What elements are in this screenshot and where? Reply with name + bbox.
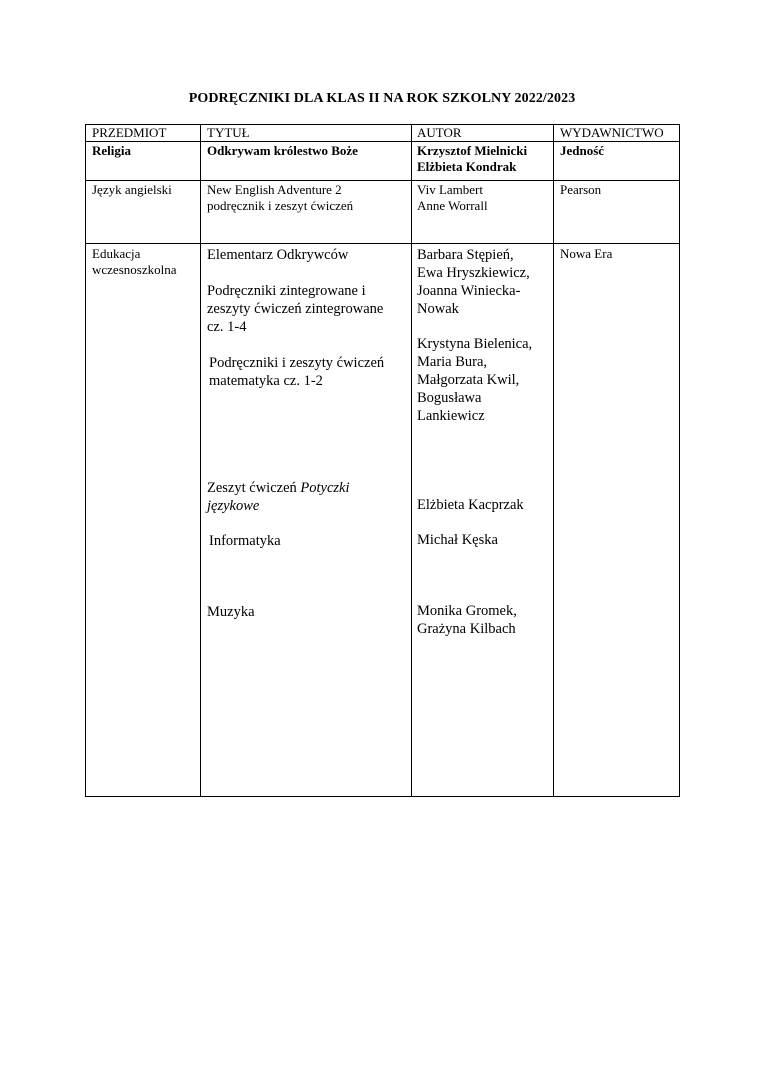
row-divider [86, 180, 679, 181]
author-potyczki: Elżbieta Kacprzak [417, 497, 524, 513]
textbook-table [85, 124, 680, 797]
title-potyczki-prefix: Zeszyt ćwiczeń [207, 480, 301, 496]
column-divider [411, 125, 412, 796]
cell-publisher-angielski: Pearson [560, 182, 602, 197]
author-elementarz: Barbara Stępień, Ewa Hryszkiewicz, Joanna Winiecka- Nowak [417, 247, 530, 317]
column-divider [200, 125, 201, 796]
author-informatyka: Michał Kęska [417, 532, 498, 548]
title-potyczki-italic-2: językowe [207, 498, 260, 514]
cell-subject-religia: Religia [92, 143, 131, 158]
column-divider [553, 125, 554, 796]
cell-subject-angielski: Język angielski [92, 182, 172, 197]
page-title: PODRĘCZNIKI DLA KLAS II NA ROK SZKOLNY 2022/2023 [188, 91, 576, 106]
cell-author-angielski: Viv Lambert Anne Worrall [417, 182, 488, 213]
title-potyczki [207, 479, 350, 515]
cell-title-angielski: New English Adventure 2 podręcznik i zeszyt ćwiczeń [207, 182, 354, 213]
cell-title-religia: Odkrywam królestwo Boże [207, 143, 358, 158]
cell-author-religia: Krzysztof Mielnicki Elżbieta Kondrak [417, 143, 528, 174]
row-divider [86, 243, 679, 244]
header-subject: PRZEDMIOT [92, 125, 167, 140]
title-podreczniki-zintegrowane: Podręczniki zintegrowane i zeszyty ćwiczeń zintegrowane cz. 1-4 [207, 283, 384, 335]
title-potyczki-italic: Potyczki [300, 480, 350, 496]
title-informatyka: Informatyka [209, 533, 281, 549]
title-elementarz: Elementarz Odkrywców [207, 247, 349, 263]
author-muzyka: Monika Gromek, Grażyna Kilbach [417, 603, 517, 637]
cell-subject-edukacja: Edukacja wczesnoszkolna [92, 246, 177, 277]
row-divider [86, 141, 679, 142]
cell-publisher-edukacja: Nowa Era [560, 246, 613, 261]
header-publisher: WYDAWNICTWO [560, 125, 664, 140]
header-title: TYTUŁ [207, 125, 250, 140]
header-author: AUTOR [417, 125, 462, 140]
author-matematyka: Krystyna Bielenica, Maria Bura, Małgorzata Kwil, Bogusława Lankiewicz [417, 336, 533, 424]
title-muzyka: Muzyka [207, 604, 255, 620]
title-matematyka: Podręczniki i zeszyty ćwiczeń matematyka cz. 1-2 [209, 355, 385, 389]
cell-publisher-religia: Jedność [560, 143, 605, 158]
